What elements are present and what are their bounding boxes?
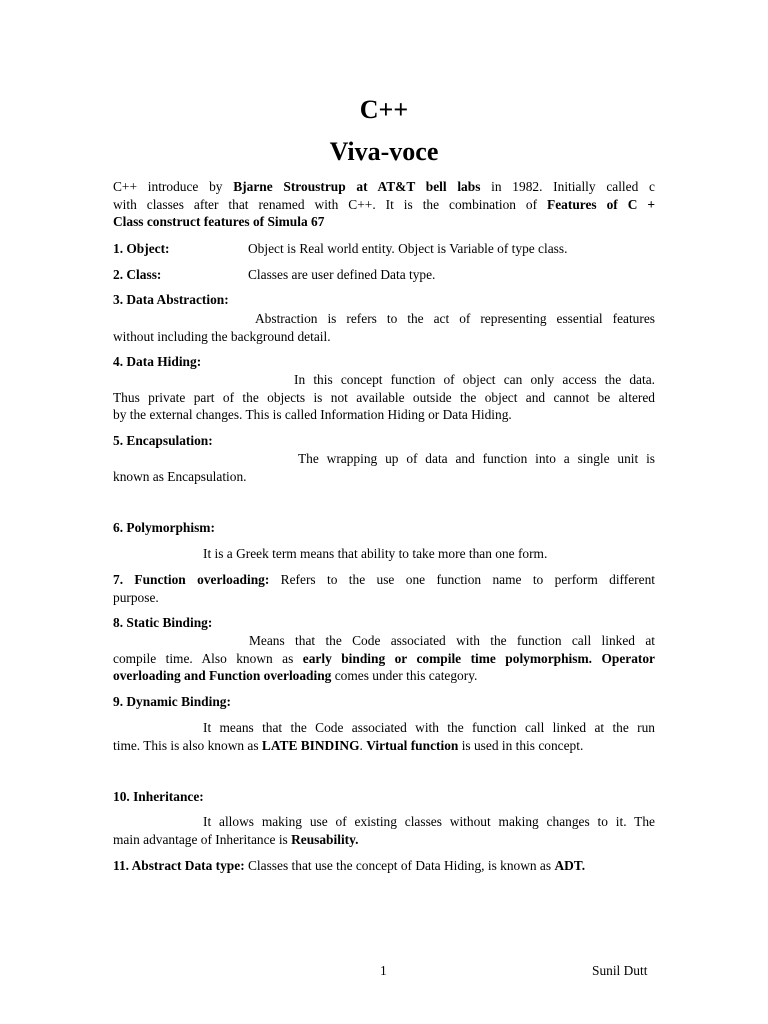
section-object-heading: 1. Object: [113,241,170,256]
page-subtitle: Viva-voce [329,137,439,166]
section-static-binding-heading: 8. Static Binding: [113,615,213,630]
section-inheritance-heading: 10. Inheritance: [113,789,204,804]
author-name: Sunil Dutt [592,963,648,978]
section-polymorphism-text: It is a Greek term means that ability to take more than one form. [203,546,548,561]
intro-paragraph [113,178,655,231]
intro-line-2: with classes after that renamed with C++. It is the combination of Features of C + [113,196,655,212]
section-encapsulation-heading: 5. Encapsulation: [113,433,213,448]
section-dynamic-binding-heading: 9. Dynamic Binding: [113,694,231,709]
section-class-text: Classes are user defined Data type. [248,267,436,282]
section-polymorphism-heading: 6. Polymorphism: [113,520,215,535]
section-abstract-data-type-heading: 11. Abstract Data type: [113,858,245,873]
page-title: C++ [359,95,409,124]
page-number: 1 [380,963,387,978]
section-data-abstraction-text: Abstraction is refers to the act of representing essential features without including the background detail. [113,311,655,344]
section-data-hiding-text: In this concept function of object can only access the data. Thus private part of the objects is not available outside the object and cannot be altered by the external changes. This is called Information Hiding or Data Hiding. [113,372,655,423]
section-object-text: Object is Real world entity. Object is Variable of type class. [248,241,568,256]
section-static-binding-text: Means that the Code associated with the function call linked at compile time. Also known as early binding or compile time polymorphism. Operator overloading and Function overloading comes under this category. [113,633,655,684]
section-data-hiding-heading: 4. Data Hiding: [113,354,202,369]
intro-line-1: C++ introduce by Bjarne Stroustrup at AT&T bell labs in 1982. Initially called c [113,179,655,194]
section-function-overloading-heading: 7. Function overloading: [113,572,270,587]
intro-line-3: Class construct features of Simula 67 [113,214,325,230]
section-function-overloading: 7. Function overloading: Refers to the use one function name to perform different purpose. [113,572,655,605]
section-inheritance-text: It allows making use of existing classes without making changes to it. The main advantage of Inheritance is Reusability. [113,814,655,847]
section-abstract-data-type: 11. Abstract Data type: Classes that use the concept of Data Hiding, is known as ADT. [113,858,586,873]
section-class-heading: 2. Class: [113,267,162,282]
section-dynamic-binding-text: It means that the Code associated with the function call linked at the run time. This is also known as LATE BINDING. Virtual function is used in this concept. [113,720,655,753]
section-data-abstraction-heading: 3. Data Abstraction: [113,292,229,307]
section-encapsulation-text: The wrapping up of data and function into a single unit is known as Encapsulation. [113,451,655,484]
